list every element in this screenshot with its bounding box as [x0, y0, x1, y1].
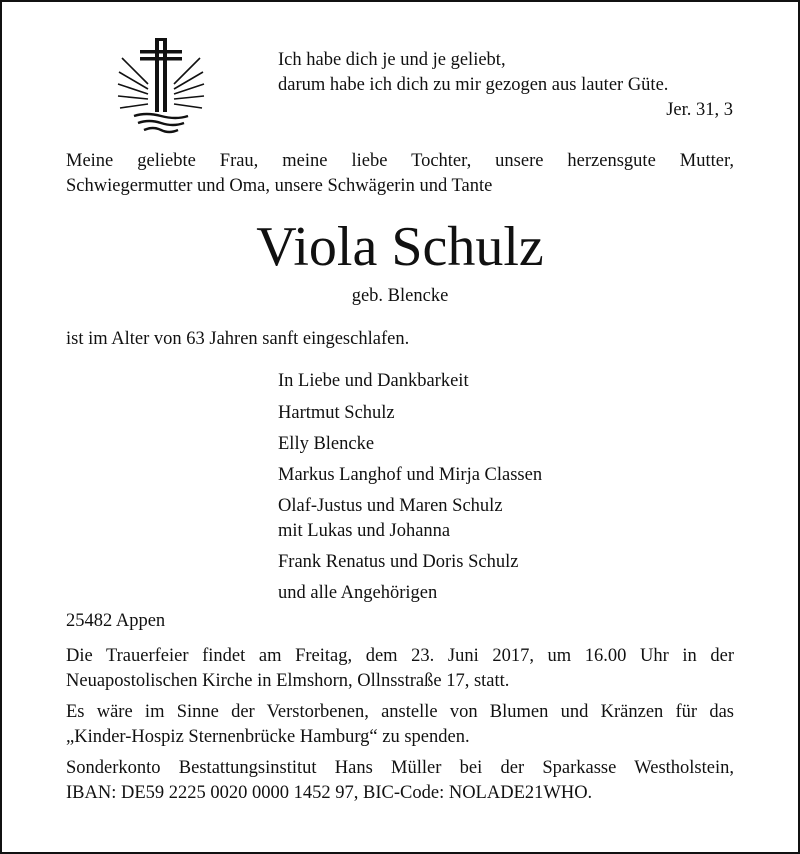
mourner-entry: und alle Angehörigen — [278, 583, 438, 603]
funeral-notes — [66, 644, 734, 812]
mourner-entry: Markus Langhof und Mirja Classen — [278, 465, 543, 485]
verse-reference: Jer. 31, 3 — [666, 100, 733, 120]
mourner-entry: Elly Blencke — [278, 434, 375, 454]
donation-info — [66, 700, 734, 750]
mourner-entry: Hartmut Schulz — [278, 403, 395, 423]
mourners-heading: In Liebe und Dankbarkeit — [278, 371, 469, 391]
verse-line: Ich habe dich je und je geliebt, — [278, 50, 506, 70]
account-line: Sonderkonto Bestattungsinstitut Hans Müller bei der Sparkasse Westholstein, — [66, 758, 734, 778]
donation-line: Es wäre im Sinne der Verstorbenen, anstelle von Blumen und Kränzen für das — [66, 702, 734, 722]
intro-line: Meine geliebte Frau, meine liebe Tochter, unsere herzensgute Mutter, — [66, 151, 734, 171]
residence-place: 25482 Appen — [66, 611, 166, 631]
mourner-entry: Olaf-Justus und Maren Schulz — [278, 496, 503, 516]
mourners-list — [278, 369, 738, 606]
mourner-entry: Frank Renatus und Doris Schulz — [278, 552, 519, 572]
cross-sunrise-icon — [116, 36, 206, 136]
account-line: IBAN: DE59 2225 0020 0000 1452 97, BIC-Code: NOLADE21WHO. — [66, 783, 593, 803]
age-statement: ist im Alter von 63 Jahren sanft eingeschlafen. — [66, 329, 410, 349]
donation-line: „Kinder-Hospiz Sternenbrücke Hamburg“ zu spenden. — [66, 727, 470, 747]
verse-line: darum habe ich dich zu mir gezogen aus lauter Güte. — [278, 75, 669, 95]
mourner-entry: mit Lukas und Johanna — [278, 521, 451, 541]
account-info — [66, 756, 734, 806]
deceased-name: Viola Schulz — [256, 216, 544, 278]
maiden-name: geb. Blencke — [351, 286, 449, 306]
intro-line: Schwiegermutter und Oma, unsere Schwägerin und Tante — [66, 176, 493, 196]
ceremony-line: Die Trauerfeier findet am Freitag, dem 23. Juni 2017, um 16.00 Uhr in der — [66, 646, 734, 666]
bible-verse — [278, 48, 733, 123]
intro-text — [66, 149, 734, 199]
ceremony-info — [66, 644, 734, 694]
ceremony-line: Neuapostolischen Kirche in Elmshorn, Ollnsstraße 17, statt. — [66, 671, 510, 691]
